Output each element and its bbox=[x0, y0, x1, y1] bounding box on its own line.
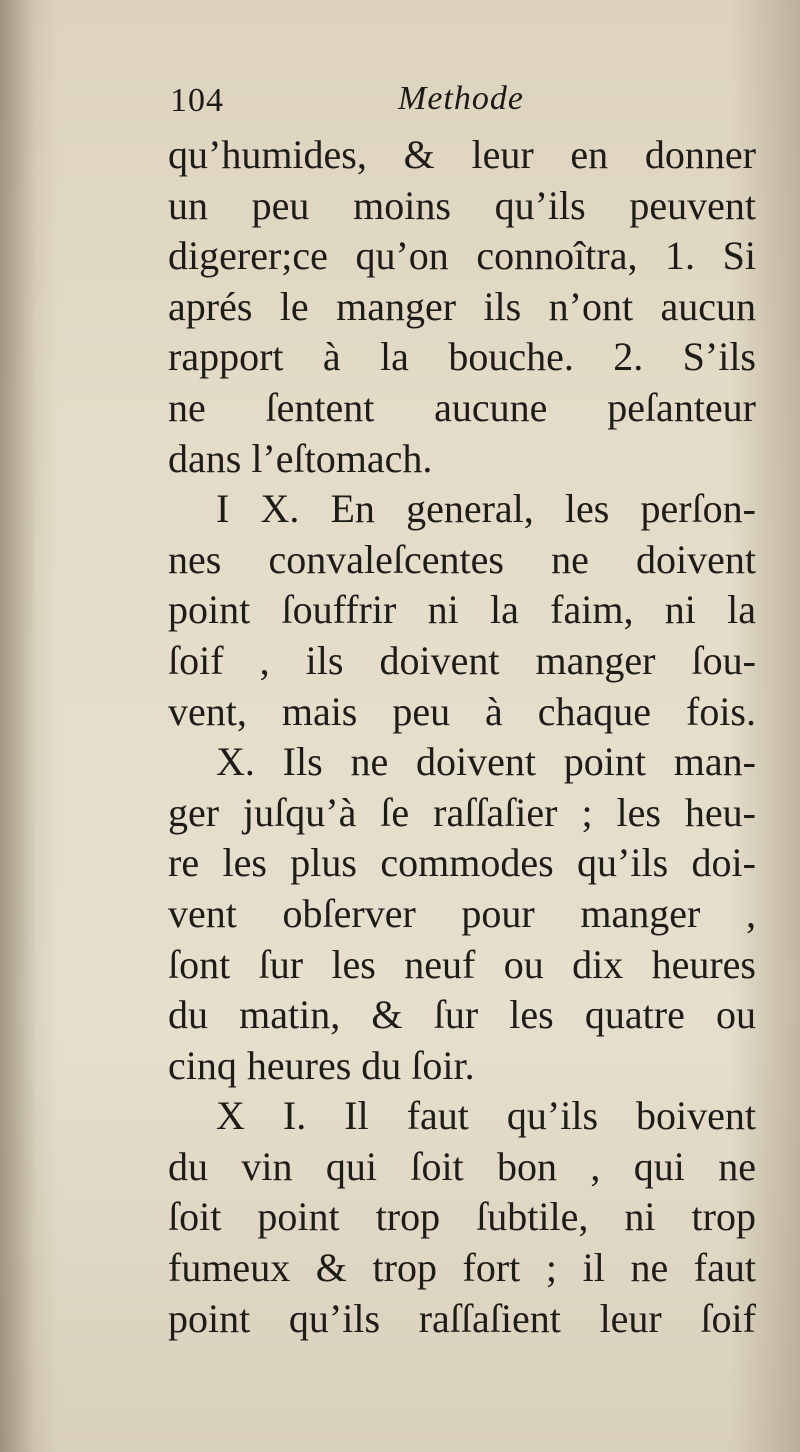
text-line: I X. En general, les perſon- bbox=[216, 486, 756, 532]
text-line: digerer;ce qu’on connoîtra, 1. Si bbox=[168, 233, 756, 279]
text-line: ſoit point trop ſubtile, ni trop bbox=[168, 1194, 756, 1240]
text-line: dans l’eſtomach. bbox=[168, 435, 433, 481]
text-line: re les plus commodes qu’ils doi- bbox=[168, 840, 756, 886]
text-line: X I. Il faut qu’ils boivent bbox=[216, 1093, 756, 1139]
text-line: ger juſqu’à ſe raſſaſier ; les heu- bbox=[168, 789, 756, 835]
text-line: point ſouffrir ni la faim, ni la bbox=[168, 587, 756, 633]
page-header bbox=[170, 82, 590, 130]
text-line: aprés le manger ils n’ont aucun bbox=[168, 283, 756, 329]
text-line: point qu’ils raſſaſient leur ſoif bbox=[168, 1295, 756, 1341]
text-line: ſont ſur les neuf ou dix heures bbox=[168, 941, 756, 987]
spine-shadow bbox=[0, 0, 36, 1452]
text-line: du vin qui ſoit bon , qui ne bbox=[168, 1143, 756, 1189]
page-number: 104 bbox=[170, 82, 224, 119]
text-line: cinq heures du ſoir. bbox=[168, 1042, 475, 1088]
text-line: fumeux & trop fort ; il ne faut bbox=[168, 1245, 756, 1291]
text-line: un peu moins qu’ils peuvent bbox=[168, 182, 756, 228]
text-line: X. Ils ne doivent point man- bbox=[216, 739, 756, 785]
text-line: ne ſentent aucune peſanteur bbox=[168, 384, 756, 430]
text-line: qu’humides, & leur en donner bbox=[168, 132, 756, 177]
running-head: Methode bbox=[398, 80, 524, 117]
text-line: rapport à la bouche. 2. S’ils bbox=[168, 334, 756, 380]
text-line: vent, mais peu à chaque fois. bbox=[168, 688, 756, 734]
body-text bbox=[168, 130, 756, 1344]
text-line: ſoif , ils doivent manger ſou- bbox=[168, 637, 756, 683]
text-line: nes convaleſcentes ne doivent bbox=[168, 536, 756, 582]
text-line: du matin, & ſur les quatre ou bbox=[168, 992, 756, 1038]
text-line: vent obſerver pour manger , bbox=[168, 890, 756, 936]
